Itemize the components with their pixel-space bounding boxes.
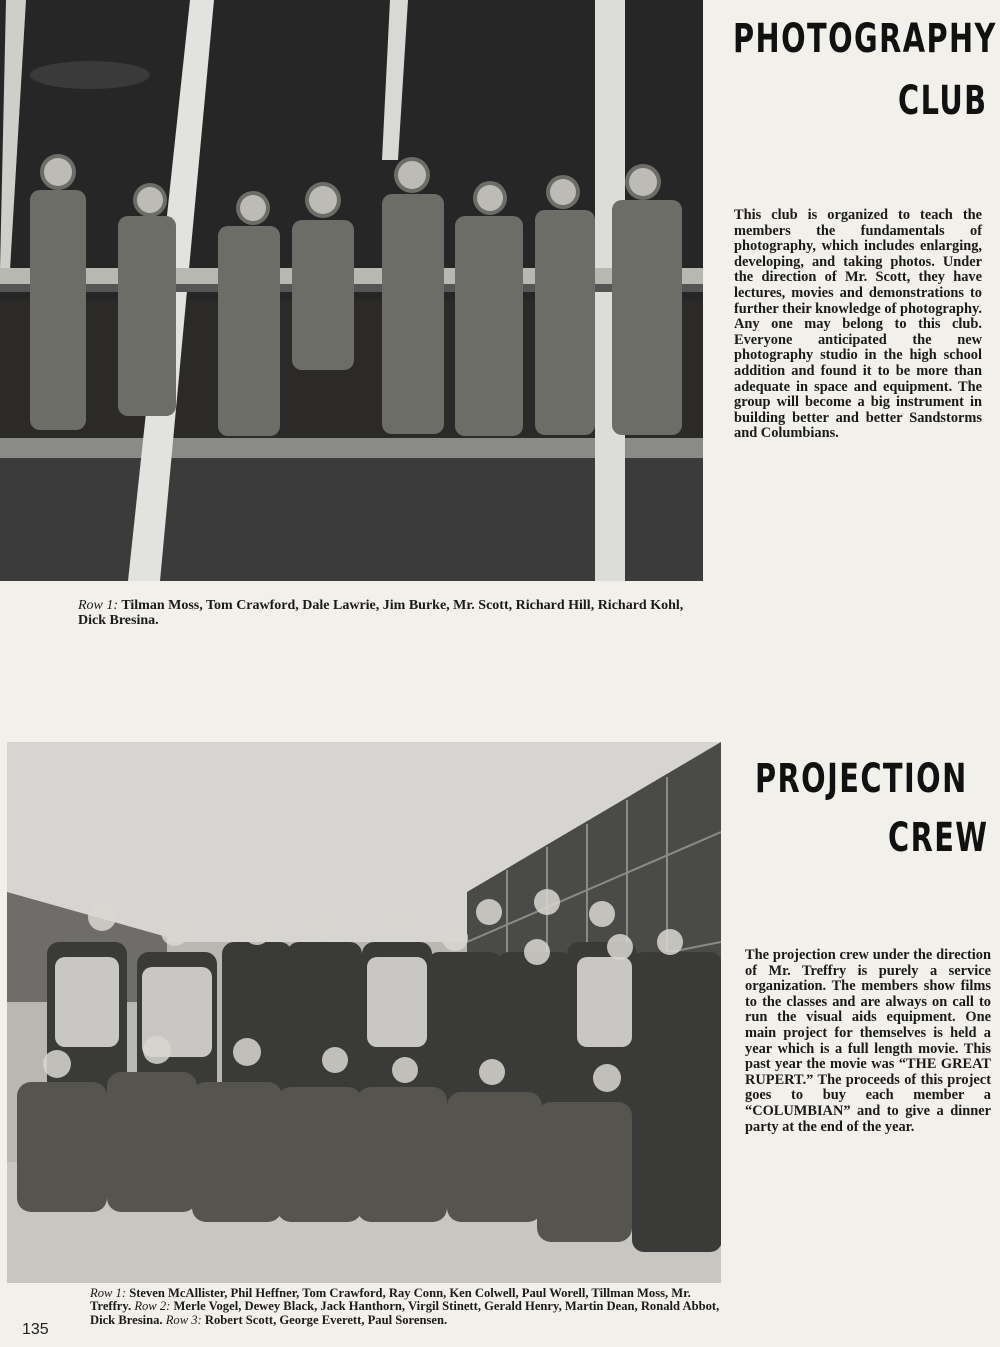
- caption-row2-label: Row 2:: [134, 1299, 171, 1314]
- photography-caption: [78, 598, 708, 628]
- photography-title-line2: CLUB: [898, 78, 988, 124]
- photography-title-line1: PHOTOGRAPHY: [733, 16, 997, 62]
- caption-row2-names: Merle Vogel, Dewey Black, Jack Hanthorn, Virgil Stinett, Gerald Henry, Martin Dean, Ronald Abbot, Dick Bresina.: [90, 1299, 720, 1327]
- photography-description: This club is organized to teach the members the fundamentals of photography, which includes enlarging, developing, and taking photos. Under the direction of Mr. Scott, they have lectures, movies and demonstrations to further their knowledge of photography. Any one may belong to this club. Everyone anticipated the new photography studio in the high school addition and found it to be more than adequate in space and equipment. The group will become a big instrument in building better and better Sandstorms and Columbians.: [734, 207, 982, 442]
- caption-row1-names: Steven McAllister, Phil Heffner, Tom Crawford, Ray Conn, Ken Colwell, Paul Worell, Tillman Moss, Mr. Treffry.: [90, 1286, 691, 1314]
- projection-title-line2: CREW: [888, 815, 989, 861]
- projection-description: The projection crew under the direction of Mr. Treffry is purely a service organization. The members show films to the classes and are always on call to run the visual aids equipment. One main project for themselves is held a year which is a full length movie. This past year the movie was “THE GREAT RUPERT.” The proceeds of this project goes to buy each member a “COLUMBIAN” and to give a dinner party at the end of the year.: [745, 947, 991, 1135]
- caption-row1-label: Row 1:: [90, 1286, 127, 1300]
- caption-row3-label: Row 3:: [165, 1312, 202, 1327]
- page-number: 135: [22, 1321, 49, 1338]
- photography-club-photo: [0, 0, 703, 581]
- projection-crew-photo: [7, 742, 721, 1283]
- caption-names: Tilman Moss, Tom Crawford, Dale Lawrie, Jim Burke, Mr. Scott, Richard Hill, Richard Kohl, Dick Bresina.: [78, 598, 684, 628]
- projection-title-line1: PROJECTION: [755, 756, 968, 802]
- caption-row-label: Row 1:: [78, 598, 119, 613]
- caption-row3-names: Robert Scott, George Everett, Paul Sorensen.: [204, 1312, 448, 1327]
- projection-caption: [90, 1287, 730, 1327]
